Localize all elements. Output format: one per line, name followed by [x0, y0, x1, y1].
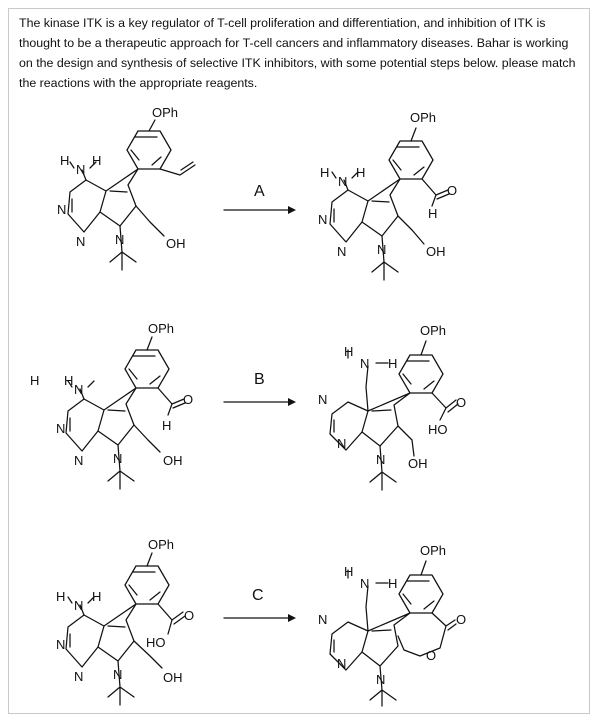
acid-group: [432, 393, 458, 420]
ring-n-label: N: [113, 451, 123, 466]
amine-n-label: N: [74, 598, 84, 613]
hydroxyl-label: OH: [426, 244, 446, 259]
ring-n-label: N: [337, 244, 347, 259]
arrow-label: A: [254, 183, 265, 200]
aldehyde-h-label: H: [428, 206, 438, 221]
ring-n-label: N: [74, 669, 84, 684]
pyrrole-ring: [100, 169, 138, 226]
amine-n-label: N: [360, 356, 370, 371]
ring-n-label: N: [337, 436, 347, 451]
reaction-a-product: [318, 110, 457, 280]
pyrimidine-ring: [330, 622, 368, 670]
vinyl-group: [160, 162, 195, 175]
ring-n-label: N: [376, 452, 386, 467]
phenyl-ring: [125, 350, 169, 388]
ring-n-label: N: [56, 421, 66, 436]
top-group-label: OPh: [148, 537, 175, 552]
aldehyde-group: [422, 179, 449, 206]
ring-n-label: N: [318, 612, 328, 627]
reaction-c-reactant: [56, 537, 194, 705]
ring-n-label: N: [57, 202, 67, 217]
ring-n-label: N: [337, 656, 347, 671]
side-chain: [136, 206, 164, 236]
pyrimidine-ring: [330, 402, 368, 450]
acid-ho-label: HO: [146, 635, 166, 650]
reaction-b-reactant: [30, 321, 193, 489]
side-chain: [398, 216, 424, 244]
reaction-arrow: [224, 587, 296, 622]
arrow-label: C: [252, 587, 264, 604]
reaction-a: [57, 105, 457, 280]
ether-bond: [421, 341, 426, 355]
pyrimidine-ring: [68, 180, 106, 232]
top-group-label: OPh: [420, 323, 447, 338]
aldehyde-group: [158, 388, 185, 415]
pyrrole-ring: [362, 613, 410, 666]
pyrimidine-ring: [330, 190, 368, 242]
phenyl-ring: [125, 566, 169, 604]
amine-h-label: H: [56, 589, 66, 604]
amine-h-label: H: [320, 165, 330, 180]
pyrrole-ring: [362, 179, 400, 236]
acid-ho-label: HO: [428, 422, 448, 437]
acid-o-label: O: [184, 608, 195, 623]
pyrrole-ring: [98, 388, 136, 445]
ring-n-label: N: [76, 234, 86, 249]
side-chain: [134, 425, 160, 452]
reaction-b-product: [318, 323, 466, 490]
ring-n-label: N: [318, 392, 328, 407]
arrow-label: B: [254, 371, 265, 388]
top-group-label: OPh: [152, 105, 179, 120]
ether-bond: [421, 561, 426, 575]
amine-h-label: H: [356, 165, 366, 180]
amine-n-label: N: [338, 174, 348, 189]
ring-n-label: N: [376, 672, 386, 687]
phenyl-ring: [127, 131, 171, 169]
amine-h-label: H: [388, 576, 398, 591]
amine-h-label: H: [64, 373, 74, 388]
pyrimidine-ring: [66, 615, 104, 667]
ring-n-label: N: [318, 212, 328, 227]
amine-n-label: N: [76, 162, 86, 177]
reaction-arrow: [224, 183, 296, 214]
pyrimidine-ring: [66, 399, 104, 451]
reaction-b: [30, 321, 466, 490]
phenyl-ring: [389, 141, 433, 179]
hydroxyl-label: OH: [163, 453, 183, 468]
aldehyde-h-label: H: [162, 418, 172, 433]
side-chain: [398, 426, 414, 456]
ring-n-label: N: [377, 242, 387, 257]
amine-n-label: N: [74, 382, 84, 397]
amine-h-label: H: [30, 373, 40, 388]
ring-n-label: N: [115, 232, 125, 247]
reaction-c: [56, 537, 466, 706]
amine-n-label: N: [360, 576, 370, 591]
hydroxyl-label: OH: [163, 670, 183, 685]
reaction-arrow: [224, 371, 296, 406]
hydroxyl-label: OH: [166, 236, 186, 251]
reaction-c-product: [318, 543, 466, 706]
question-text: The kinase ITK is a key regulator of T-cell proliferation and differentiation, and inhibition of ITK is thought to be a therapeutic approach for T-cell cancers and inflammatory diseases. Bahar is working on the design and synthesis of selective ITK inhibitors, with some potential steps below. please match the reactions with the appropriate reagents.: [19, 16, 576, 90]
reaction-a-reactant: [57, 105, 195, 270]
phenyl-ring: [399, 355, 443, 393]
top-group-label: OPh: [410, 110, 437, 125]
top-group-label: OPh: [148, 321, 175, 336]
ring-n-label: N: [56, 637, 66, 652]
pyrrole-ring: [98, 604, 136, 661]
ring-n-label: N: [74, 453, 84, 468]
amine-h-label: H: [344, 564, 354, 579]
amine-h-label: H: [92, 589, 102, 604]
hydroxyl-label: OH: [408, 456, 428, 471]
ether-bond: [147, 337, 152, 350]
amine-h-label: H: [388, 356, 398, 371]
amine-h-label: H: [92, 153, 102, 168]
acid-o-label: O: [456, 395, 467, 410]
ether-bond: [149, 120, 155, 131]
ether-bond: [411, 128, 416, 141]
amine-h-label: H: [344, 344, 354, 359]
pyrrole-ring: [362, 393, 410, 446]
lactone-ring-o-label: O: [426, 648, 437, 663]
acid-group: [158, 604, 185, 634]
amine-h-label: H: [60, 153, 70, 168]
lactone-carbonyl-o-label: O: [456, 612, 467, 627]
ring-n-label: N: [113, 667, 123, 682]
top-group-label: OPh: [420, 543, 447, 558]
aldehyde-o-label: O: [183, 392, 194, 407]
phenyl-ring: [399, 575, 443, 613]
ether-bond: [147, 553, 152, 566]
aldehyde-o-label: O: [447, 183, 458, 198]
